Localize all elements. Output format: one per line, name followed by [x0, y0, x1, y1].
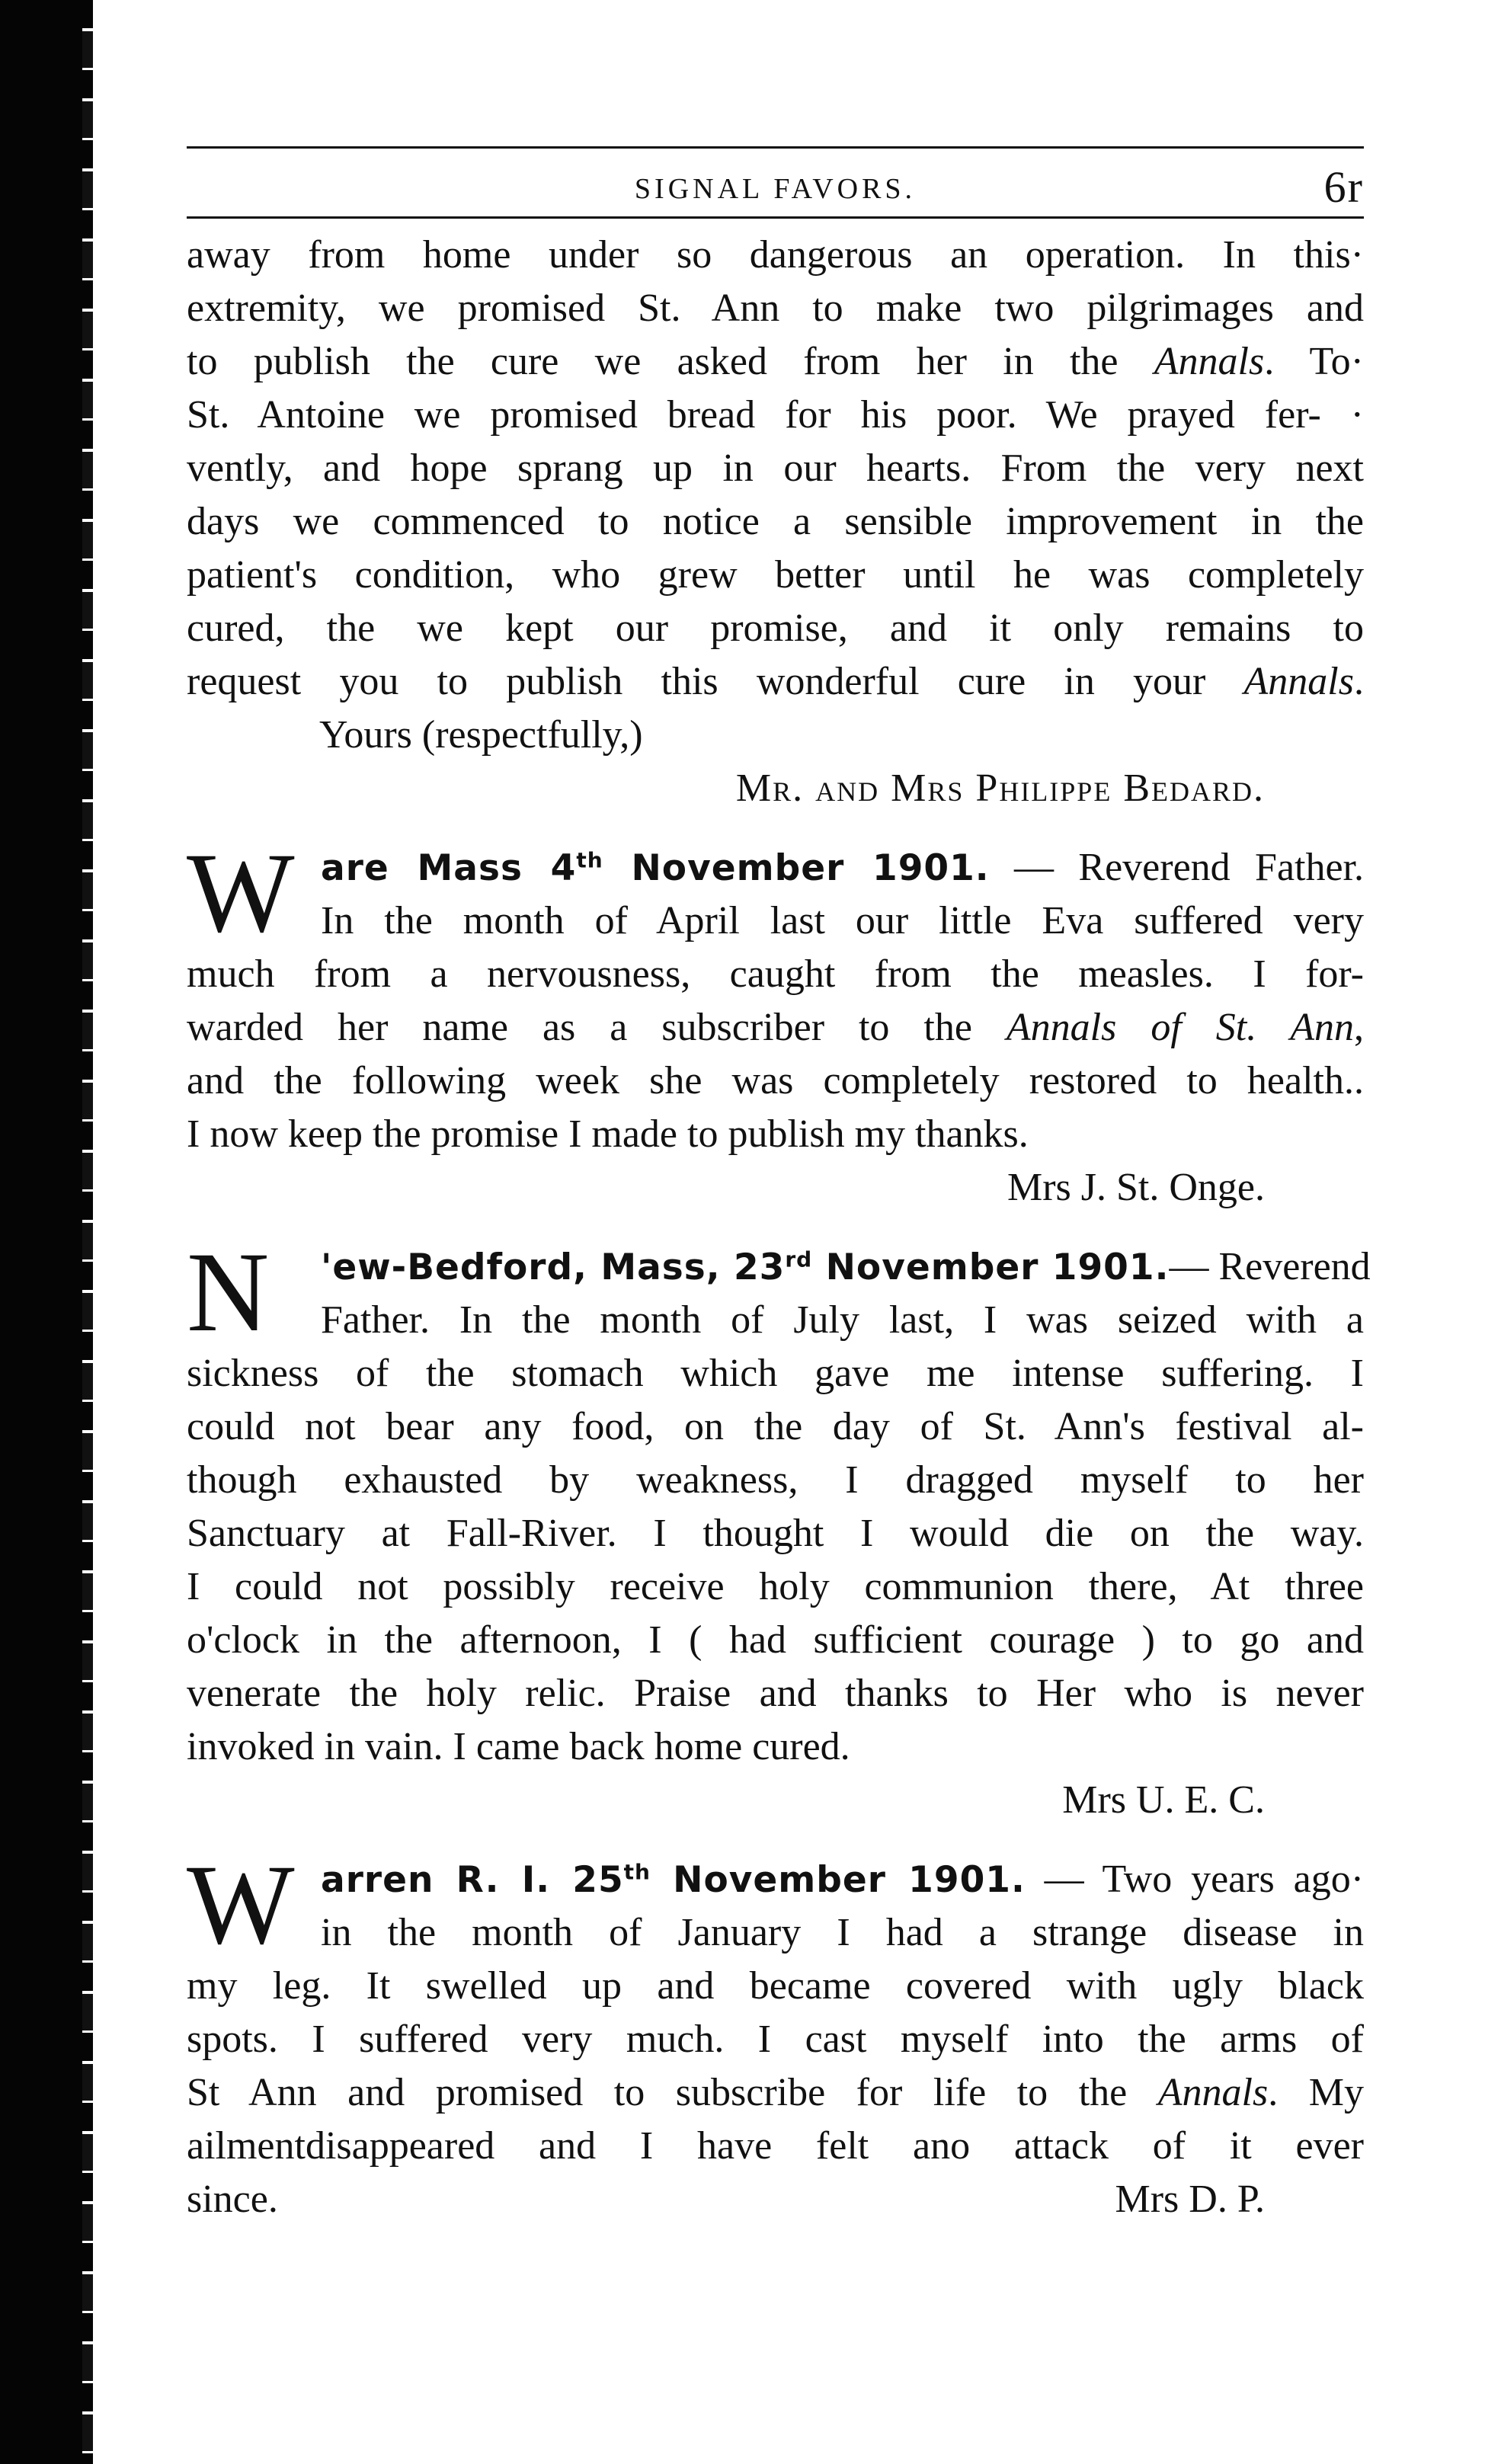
letter-closing: Yours (respectfully,) [319, 713, 643, 757]
italic-title: Annals [1243, 660, 1354, 703]
text-line: warded her name as a subscriber to the Annals of St. Ann, [187, 1006, 1364, 1049]
text-line: St Ann and promised to subscribe for life to the Annals. My [187, 2071, 1364, 2114]
body-text [187, 229, 1371, 2226]
text-line: extremity, we promised St. Ann to make two pilgrimages and [187, 286, 1364, 330]
entry-place-date: are Mass 4th November 1901. [321, 847, 990, 889]
top-rule [187, 146, 1364, 149]
head-underline-rule [187, 216, 1364, 219]
text-line: in the month of January I had a strange disease in [321, 1911, 1364, 1954]
text-line: sickness of the stomach which gave me intense suffering. I [187, 1352, 1364, 1395]
drop-cap: W [187, 1842, 295, 1968]
entry-salutation: — Reverend Father. [989, 846, 1365, 889]
text-line: though exhausted by weakness, I dragged myself to her [187, 1458, 1364, 1502]
italic-title: Annals of St. Ann [1006, 1006, 1354, 1049]
book-spine-edge [82, 0, 93, 2464]
text-line: away from home under so dangerous an operation. In this· [187, 233, 1364, 277]
text-line: and the following week she was completely restored to health.. [187, 1059, 1364, 1102]
italic-title: Annals [1157, 2071, 1269, 2114]
running-head-title: SIGNAL FAVORS. [634, 173, 917, 205]
entry-place-date: 'ew-Bedford, Mass, 23rd November 1901. [321, 1246, 1170, 1288]
favor-entry [187, 830, 1365, 1214]
text-line: Sanctuary at Fall-River. I thought I would die on the way. [187, 1512, 1364, 1555]
italic-title: Annals [1154, 340, 1265, 383]
entry-salutation: — Reverend [1169, 1245, 1371, 1288]
text-line: vently, and hope sprang up in our hearts. From the very next [187, 446, 1364, 490]
page-number: 6r [1323, 162, 1364, 212]
text-line: St. Antoine we promised bread for his poor. We prayed fer- · [187, 393, 1364, 437]
text-line: could not bear any food, on the day of St. Ann's festival al- [187, 1405, 1364, 1448]
favor-entry [187, 1842, 1365, 2226]
text-line: Father. In the month of July last, I was seized with a [321, 1298, 1364, 1342]
text-line: ailmentdisappeared and I have felt ano attack of it ever [187, 2124, 1364, 2168]
entry-place-date: arren R. I. 25th November 1901. [321, 1859, 1026, 1901]
text-line: spots. I suffered very much. I cast myself into the arms of [187, 2018, 1364, 2061]
text-line: much from a nervousness, caught from the measles. I for- [187, 952, 1364, 996]
drop-cap: W [187, 830, 295, 956]
entry-heading-line [187, 841, 1364, 894]
text-line: days we commenced to notice a sensible improvement in the [187, 500, 1364, 543]
signature: Mrs D. P. [1115, 2178, 1265, 2221]
text-line: I could not possibly receive holy communion there, At three [187, 1565, 1364, 1608]
favor-entry [187, 1229, 1371, 1827]
intro-paragraph [187, 229, 1364, 815]
entry-heading-line [187, 1853, 1364, 1906]
book-spine-shadow [0, 0, 90, 2464]
signature: Mr. and Mrs Philippe Bedard. [735, 766, 1265, 810]
text-line: patient's condition, who grew better until he was completely [187, 553, 1364, 597]
running-head [187, 162, 1364, 222]
text-line: I now keep the promise I made to publish my thanks. [187, 1112, 1029, 1156]
signature: Mrs U. E. C. [1062, 1778, 1265, 1822]
text-line: cured, the we kept our promise, and it only remains to [187, 606, 1364, 650]
text-line: to publish the cure we asked from her in the Annals. To· [187, 340, 1364, 383]
page [187, 122, 1371, 2331]
drop-cap: N [187, 1229, 270, 1355]
text-line: request you to publish this wonderful cure in your Annals. [187, 660, 1364, 703]
final-line [187, 2173, 1364, 2226]
signature: Mrs J. St. Onge. [1007, 1166, 1265, 1209]
text-line: venerate the holy relic. Praise and thanks to Her who is never [187, 1672, 1364, 1715]
text-line: invoked in vain. I came back home cured. [187, 1725, 850, 1768]
entry-heading-line [187, 1240, 1371, 1294]
text-line: o'clock in the afternoon, I ( had sufficient courage ) to go and [187, 1618, 1364, 1662]
entry-salutation: — Two years ago· [1025, 1858, 1365, 1901]
text-line: In the month of April last our little Eva suffered very [321, 899, 1364, 942]
text-line: my leg. It swelled up and became covered with ugly black [187, 1964, 1364, 2008]
text-fragment: since. [187, 2178, 278, 2221]
